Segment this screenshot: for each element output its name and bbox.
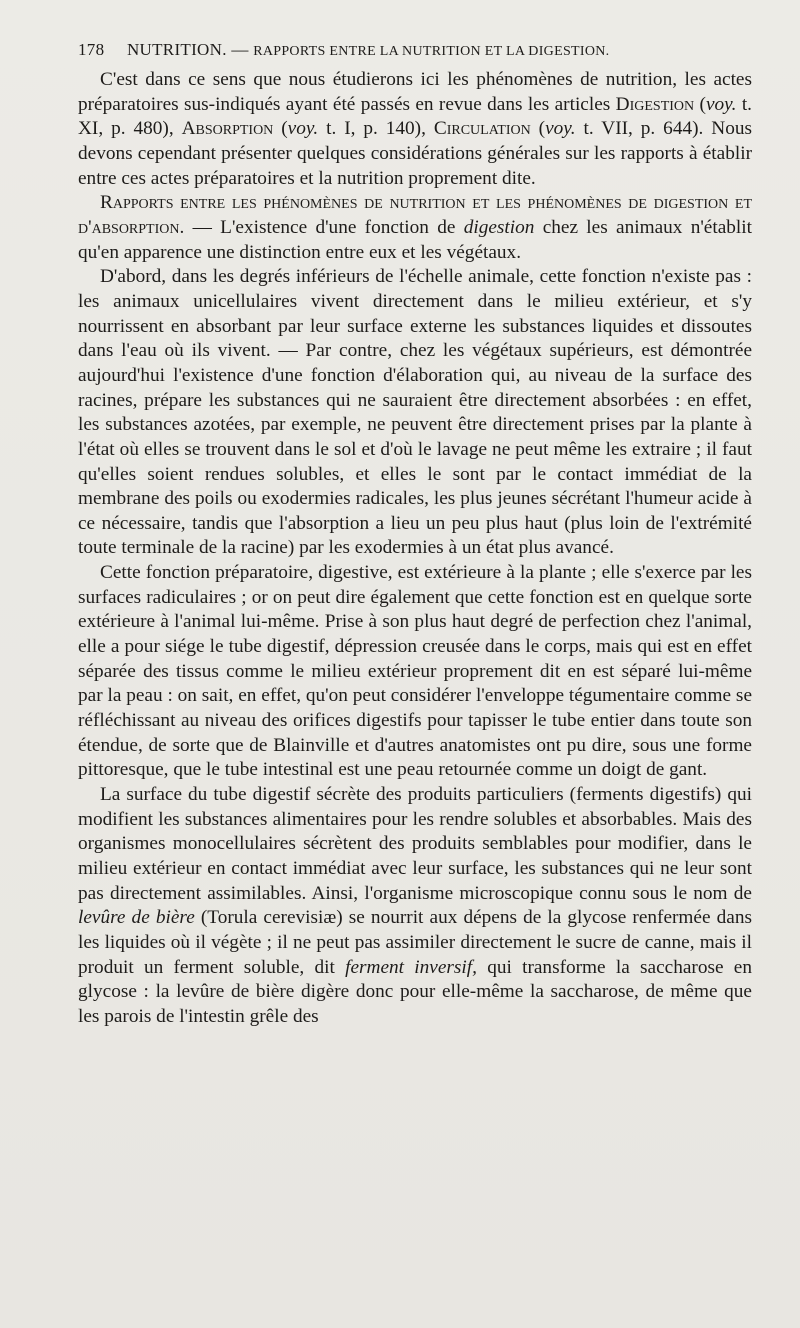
running-header bbox=[78, 38, 778, 64]
voy-abbrev: voy. bbox=[287, 118, 319, 140]
paragraph-2 bbox=[78, 191, 752, 265]
body-text bbox=[78, 68, 752, 1030]
para1-text: ( bbox=[273, 118, 288, 140]
para5-text: La surface du tube digestif sécrète des produits particuliers (ferments digestifs) qui modifient les substances alimentaires pour les rendre solubles et absorbables. Mais des organismes monocellulaires sécrètent des produits semblables pour modifier, dans le milieu extérieur en contact immédiat avec leur surface, les substances qui ne leur sont pas directement assimilables. Ainsi, l'organisme microscopique connu sous le nom de bbox=[78, 784, 752, 904]
levure-term: levûre de bière bbox=[78, 907, 195, 929]
para2-text: — L'existence d'une fonction de bbox=[184, 216, 464, 238]
paragraph-1 bbox=[78, 68, 752, 191]
para1-text: ( bbox=[530, 118, 546, 140]
page-number: 178 bbox=[78, 40, 105, 59]
para1-text: t. XI, p. 480), bbox=[78, 93, 752, 140]
ref-absorption: Absorption bbox=[181, 118, 274, 140]
ref-digestion: Digestion bbox=[615, 93, 695, 115]
para5-text: qui transforme la saccharose en glycose : la levûre de bière digère donc pour elle-même la saccharose, de même que les parois de l'intestin grêle des bbox=[78, 956, 753, 1027]
header-subtitle: RAPPORTS ENTRE LA NUTRITION ET LA DIGESTION. bbox=[253, 44, 610, 59]
paragraph-4: Cette fonction préparatoire, digestive, est extérieure à la plante ; elle s'exerce par les surfaces radiculaires ; or on peut dire également que cette fonction est en quelque sorte extérieure à l'animal lui-même. Prise à son plus haut degré de perfection chez l'animal, elle a pour siége le tube digestif, dépression creusée dans le corps, mais qui est en effet séparée des tissus comme le milieu extérieur proprement dit en est séparé lui-même par la peau : on sait, en effet, qu'on peut considérer l'enveloppe tégumentaire comme se réfléchissant au niveau des orifices digestifs pour tapisser le tube entier dans toute son étendue, de sorte que de Blainville et d'autres anatomistes ont pu dire, sous une forme pittoresque, que le tube intestinal est une peau retournée comme un doigt de gant. bbox=[78, 562, 752, 781]
para1-text: t. VII, p. 644). Nous devons cependant présenter quelques considérations générales sur les rapports à établir entre ces actes préparatoires et la nutrition proprement dite. bbox=[78, 118, 752, 189]
section-heading: Rapports entre les phénomènes de nutrition et les phénomènes de digestion et d'absorption. bbox=[78, 192, 752, 238]
para1-text: t. I, p. 140), bbox=[318, 118, 434, 140]
header-title: NUTRITION. bbox=[126, 40, 227, 59]
para5-text: (Torula cerevisiæ) se nourrit aux dépens de la glycose renfermée dans les liquides où il végète ; il ne peut pas assimiler directement le sucre de canne, mais il produit un ferment soluble, dit bbox=[78, 907, 752, 978]
header-dash: — bbox=[231, 40, 249, 59]
voy-abbrev: voy. bbox=[705, 93, 737, 115]
paragraph-5 bbox=[78, 783, 752, 1030]
ref-circulation: Circulation bbox=[433, 118, 531, 140]
para1-text: ( bbox=[694, 93, 706, 115]
ferment-term: ferment inversif, bbox=[345, 956, 477, 978]
voy-abbrev: voy. bbox=[545, 118, 576, 140]
para1-text: C'est dans ce sens que nous étudierons ici les phénomènes de nutrition, les actes préparatoires sus-indiqués ayant été passés en revue dans les articles bbox=[78, 69, 752, 115]
paragraph-3: D'abord, dans les degrés inférieurs de l'échelle animale, cette fonction n'existe pas : les animaux unicellulaires vivent directement dans le milieu extérieur, et s'y nourrissent en absorbant par leur surface externe les substances liquides et dissoutes dans l'eau où ils vivent. — Par contre, chez les végétaux supérieurs, est démontrée aujourd'hui l'existence d'une fonction d'élaboration qui, au niveau de la surface des racines, prépare les substances qui ne sauraient être directement absorbées : en effet, les substances azotées, par exemple, ne peuvent être directement prises par la plante à l'état où elles se trouvent dans le sol et d'où le lavage ne peut même les extraire ; il faut qu'elles soient rendues solubles, et elles le sont par le contact immédiat de la membrane des poils ou exodermies radicales, les plus jeunes sécrétant l'humeur acide à ce nécessaire, tandis que l'absorption a lieu un peu plus haut (plus loin de l'extrémité toute terminale de la racine) par les exodermies à un état plus avancé. bbox=[78, 266, 752, 559]
para2-text: chez les animaux n'établit qu'en apparence une distinction entre eux et les végétaux. bbox=[78, 216, 752, 263]
digestion-term: digestion bbox=[463, 216, 535, 238]
